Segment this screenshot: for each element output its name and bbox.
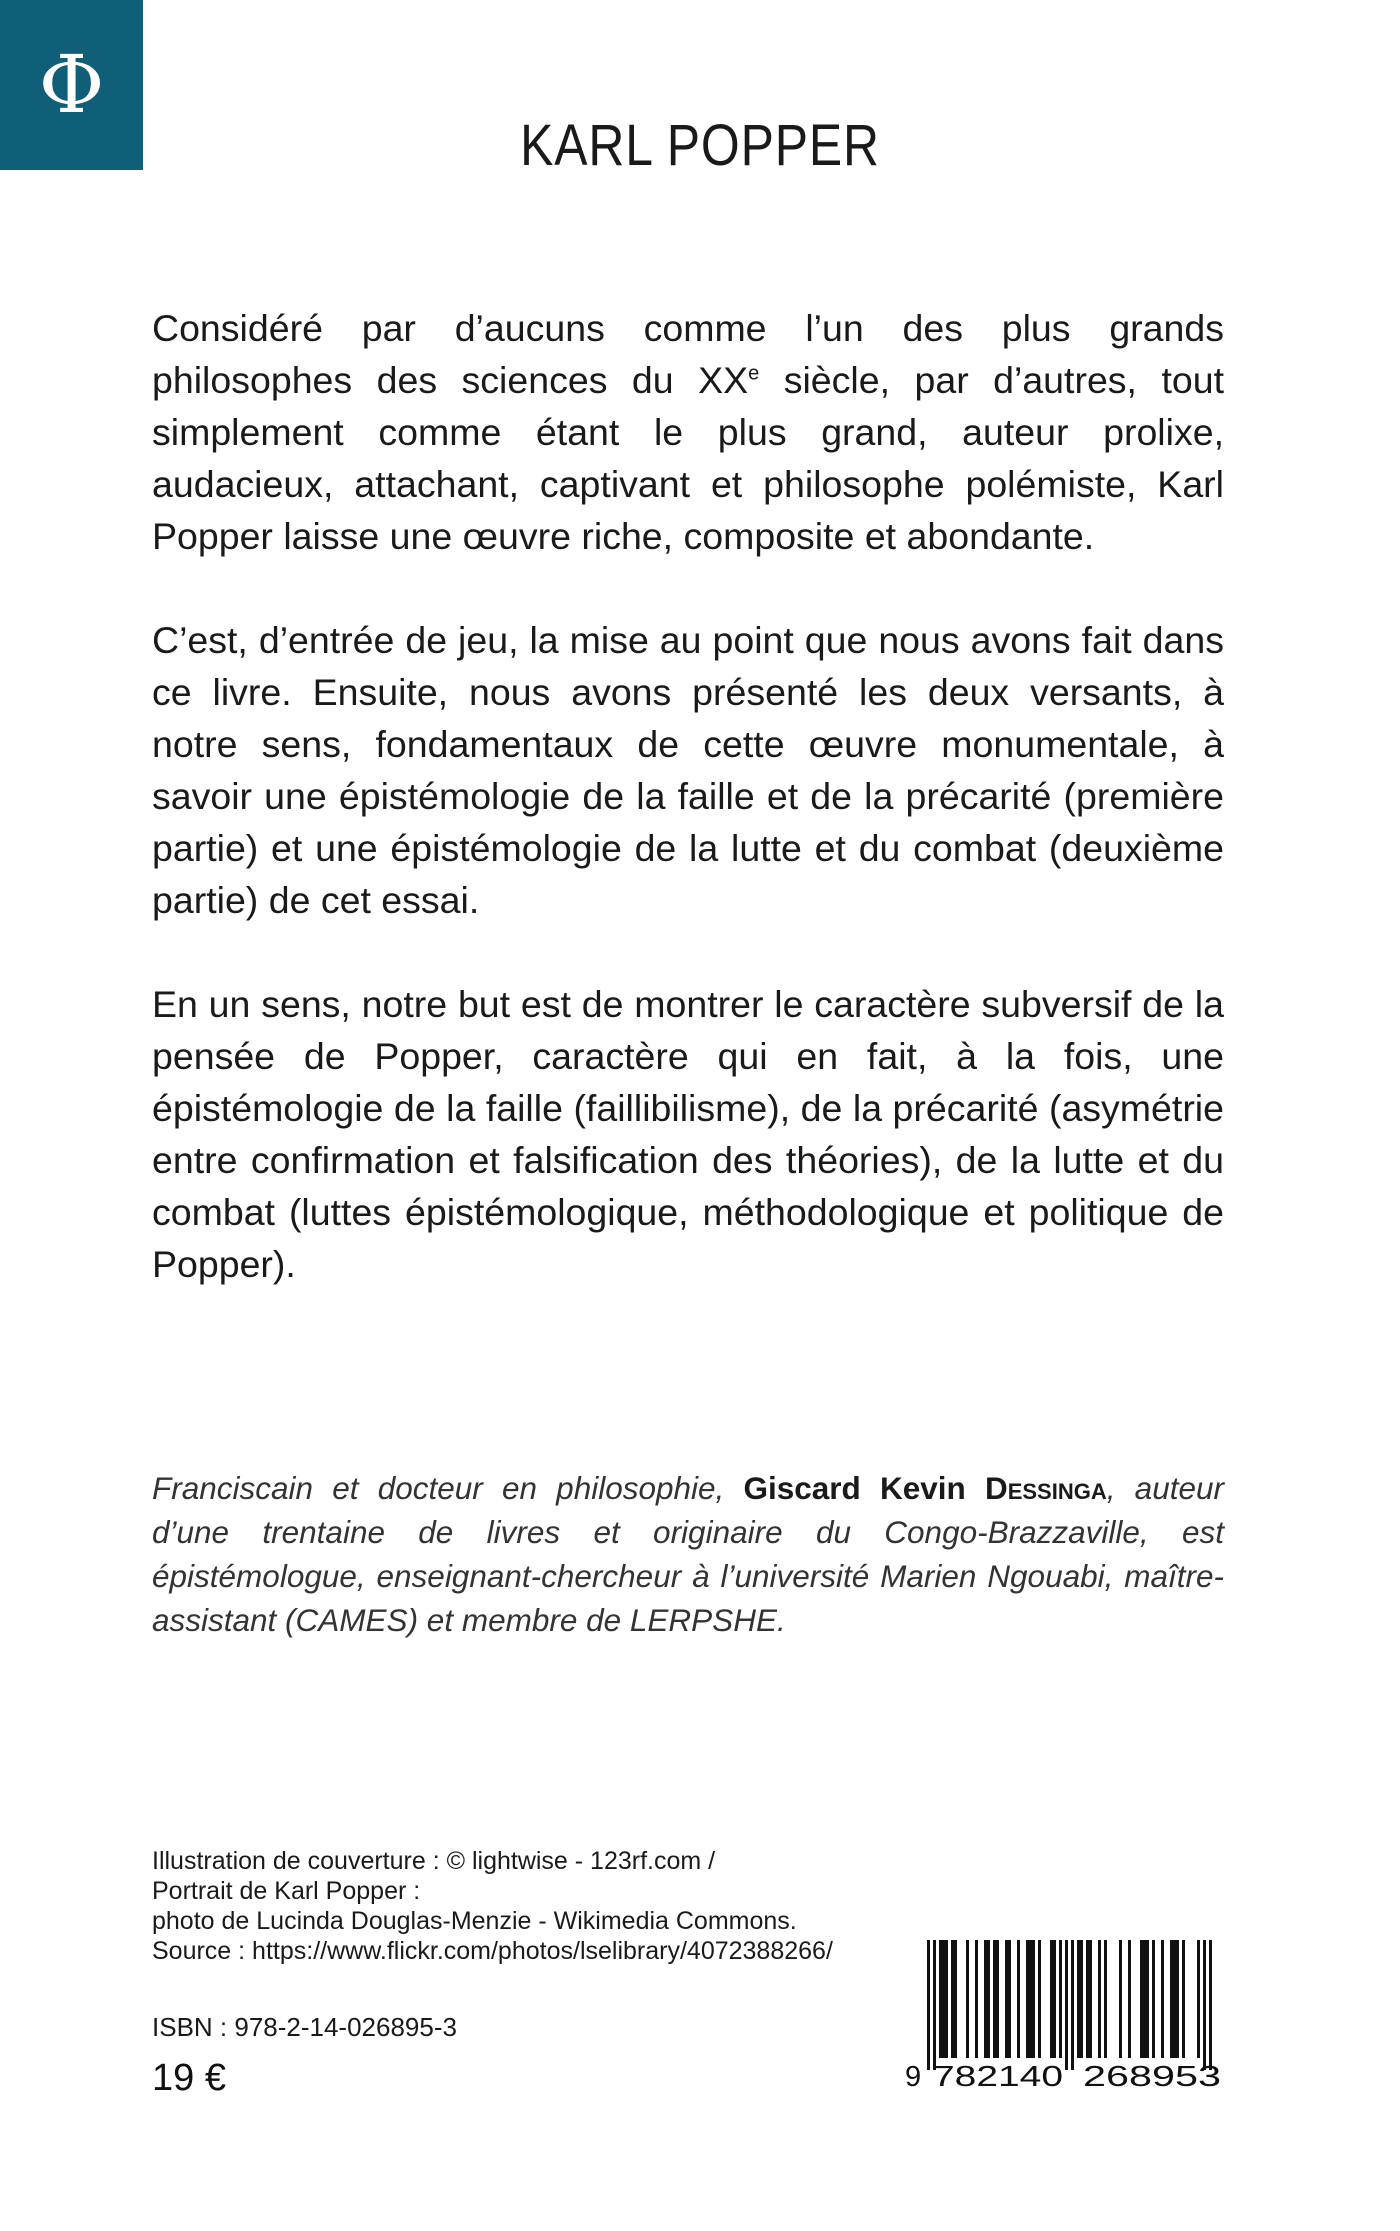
barcode-bar <box>996 1940 999 2058</box>
barcode-bar <box>1053 1940 1056 2058</box>
barcode-bar <box>945 1940 948 2058</box>
barcode-guard-bar <box>1065 1940 1068 2070</box>
barcode-guard-bar <box>1071 1940 1074 2070</box>
barcode-guard-bar <box>1209 1940 1212 2070</box>
credit-line: Source : https://www.flickr.com/photos/lselibrary/4072388266/ <box>152 1937 833 1965</box>
barcode-bar <box>1026 1940 1029 2058</box>
barcode-bar <box>1086 1940 1089 2058</box>
barcode-digit-first: 9 <box>905 2061 922 2090</box>
barcode-bar <box>1146 1940 1149 2058</box>
barcode-bar <box>993 1940 996 2058</box>
barcode-bar <box>1182 1940 1185 2058</box>
author-name: Giscard Kevin Dessinga <box>743 1470 1107 1506</box>
barcode-bar <box>1059 1940 1062 2058</box>
barcode-bar <box>1170 1940 1173 2058</box>
credit-line: Portrait de Karl Popper : <box>152 1877 421 1905</box>
barcode-bar <box>1008 1940 1011 2058</box>
blurb-paragraph-3: En un sens, notre but est de montrer le caractère subversif de la pensée de Popper, caractère qui en fait, à la fois, une épistémologie de la faille (faillibilisme), de la précarité (asymétrie entre confirmation et falsification des théories), de la lutte et du combat (luttes épistémologique, méthodologique et politique de Popper). <box>152 983 1224 1285</box>
isbn: ISBN : 978-2-14-026895-3 <box>152 2012 457 2042</box>
credit-line: photo de Lucinda Douglas-Menzie - Wikimedia Commons. <box>152 1907 797 1935</box>
barcode-digits-group-1: 782140 <box>933 2061 1063 2090</box>
barcode-bar <box>942 1940 945 2058</box>
century-superscript: e <box>748 362 760 385</box>
barcode-guard-bar <box>1203 1940 1206 2070</box>
barcode-bars <box>927 1940 1212 2070</box>
barcode-bar <box>1050 1940 1053 2058</box>
barcode-guard-bar <box>927 1940 930 2070</box>
credit-line: Illustration de couverture : © lightwise - 123rf.com / <box>152 1847 716 1875</box>
barcode-bar <box>1029 1940 1032 2058</box>
isbn-barcode <box>905 1940 1235 2090</box>
barcode-bar <box>1140 1940 1143 2058</box>
barcode-bar <box>1089 1940 1092 2058</box>
blurb-paragraph-1: Considéré par d’aucuns comme l’un des plus grands philosophes des sciences du XXe siècle, par d’autres, tout simplement comme étant le plus grand, auteur prolixe, audacieux, attachant, captivant et philosophe polémiste, Karl Popper laisse une œuvre riche, composite et abondante. <box>152 307 1224 557</box>
barcode-bar <box>1032 1940 1035 2058</box>
barcode-bar <box>984 1940 987 2058</box>
barcode-bar <box>1143 1940 1146 2058</box>
book-title: KARL POPPER <box>520 113 880 178</box>
author-bio: Franciscain et docteur en philosophie, Giscard Kevin Dessinga, auteur d’une trentaine de livres et originaire du Congo-Brazzaville, est épistémologue, enseignant-chercheur à l’université Marien Ngouabi, maître-assistant (CAMES) et membre de LERPSHE. <box>152 1470 1224 1638</box>
barcode-bar <box>954 1940 957 2058</box>
barcode-bar <box>1173 1940 1176 2058</box>
barcode-bar <box>987 1940 990 2058</box>
phi-logo-icon: Φ <box>38 38 105 131</box>
barcode-bar <box>939 1940 942 2058</box>
barcode-bar <box>1077 1940 1080 2058</box>
price: 19 € <box>152 2057 226 2099</box>
image-credits <box>152 1846 833 1966</box>
blurb-paragraph-2: C’est, d’entrée de jeu, la mise au point que nous avons fait dans ce livre. Ensuite, nous avons présenté les deux versants, à notre sens, fondamentaux de cette œuvre monumentale, à savoir une épistémologie de la faille et de la précarité (première partie) et une épistémologie de la lutte et du combat (deuxième partie) de cet essai. <box>152 619 1224 921</box>
barcode-bar <box>1038 1940 1041 2058</box>
barcode-digits-group-2: 268953 <box>1083 2061 1221 2090</box>
barcode-guard-bar <box>933 1940 936 2070</box>
barcode-bar <box>951 1940 954 2058</box>
barcode-bar <box>1005 1940 1008 2058</box>
back-cover-blurb <box>152 302 1224 1342</box>
barcode-bar <box>966 1940 969 2058</box>
barcode-bar <box>1161 1940 1164 2058</box>
barcode-bar <box>1080 1940 1083 2058</box>
barcode-bar <box>1104 1940 1107 2058</box>
barcode-bar <box>1098 1940 1101 2058</box>
barcode-bar <box>1176 1940 1179 2058</box>
barcode-bar <box>1152 1940 1155 2058</box>
barcode-bar <box>1017 1940 1020 2058</box>
barcode-bar <box>1119 1940 1122 2058</box>
barcode-bar <box>975 1940 978 2058</box>
barcode-bar <box>1128 1940 1131 2058</box>
barcode-bar <box>1197 1940 1200 2058</box>
